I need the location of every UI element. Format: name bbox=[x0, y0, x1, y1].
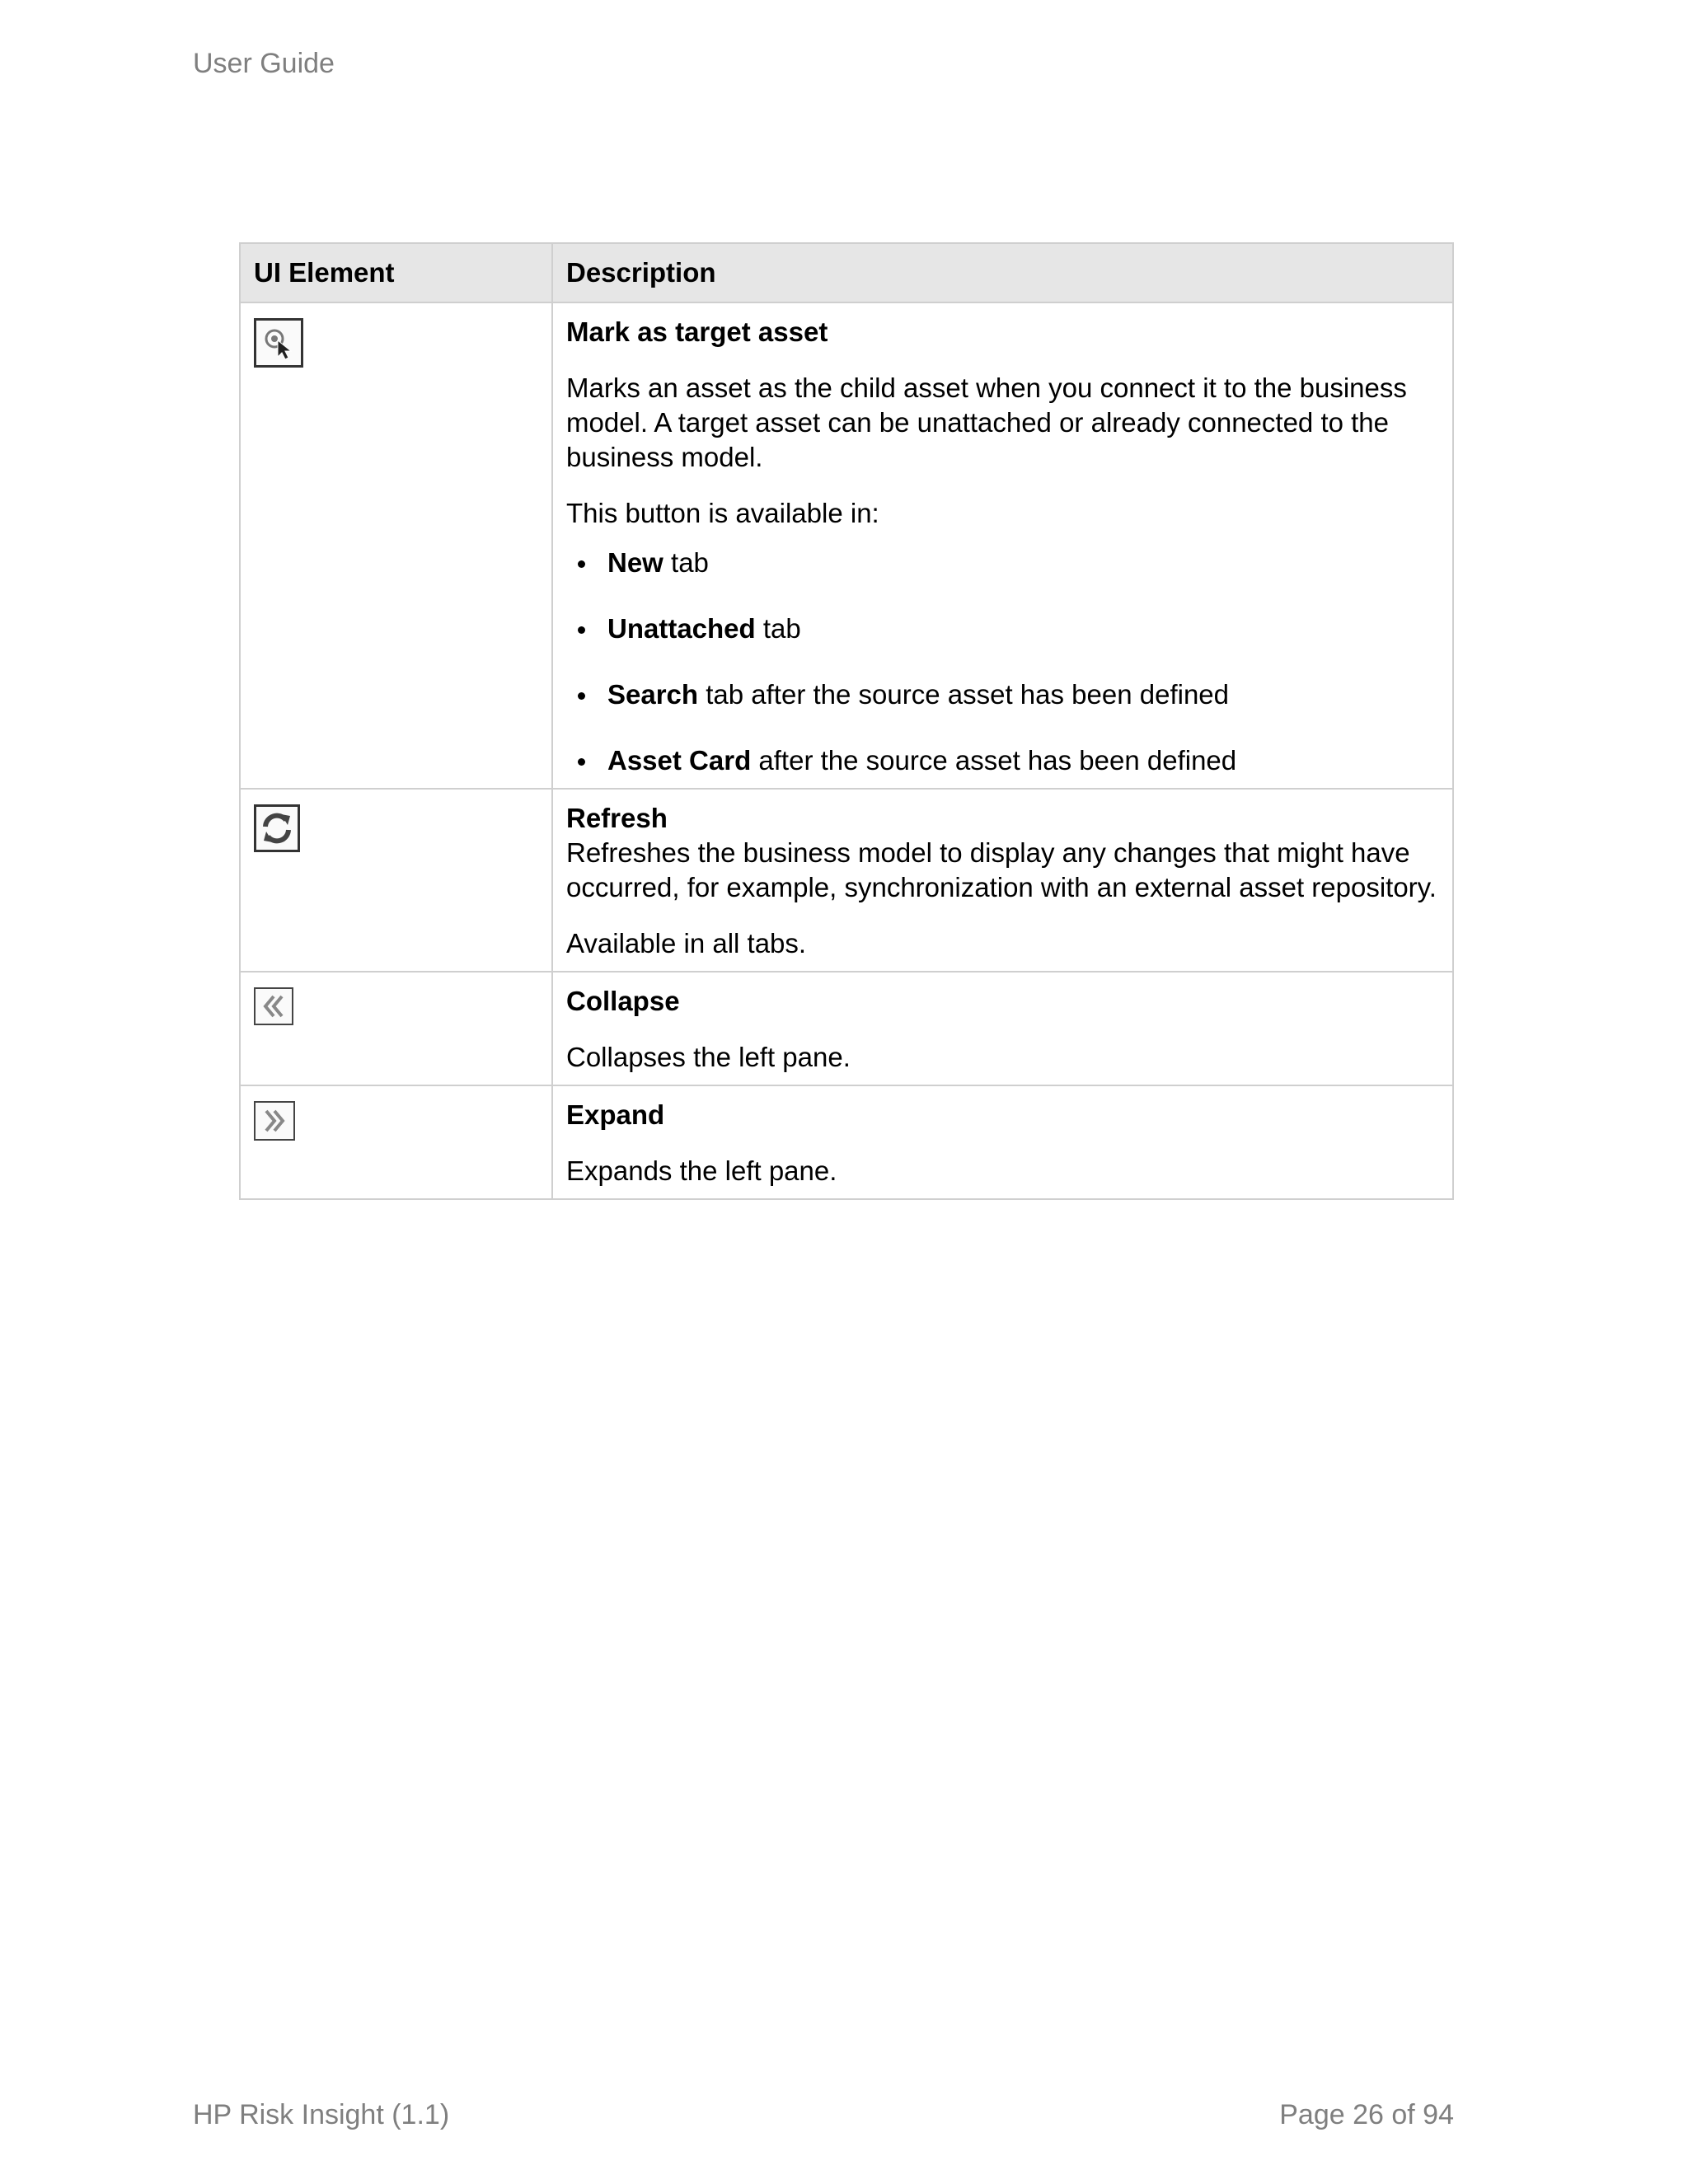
item-description: Expands the left pane. bbox=[566, 1155, 837, 1186]
item-description: Refreshes the business model to display any changes that might have occurred, for example, synchronization with an external asset repository. bbox=[566, 837, 1437, 902]
item-title: Collapse bbox=[566, 986, 680, 1016]
description-cell bbox=[552, 302, 1453, 789]
table-header-row bbox=[240, 243, 1453, 302]
description-cell bbox=[552, 1085, 1453, 1199]
description-cell bbox=[552, 972, 1453, 1085]
item-availability: This button is available in: bbox=[566, 498, 879, 528]
collapse-icon bbox=[254, 987, 293, 1025]
footer-page-number: Page 26 of 94 bbox=[1279, 2099, 1454, 2130]
item-description: Collapses the left pane. bbox=[566, 1042, 851, 1072]
table-row bbox=[240, 972, 1453, 1085]
item-availability: Available in all tabs. bbox=[566, 928, 807, 958]
list-item: Unattached tab bbox=[566, 612, 1439, 646]
table-row bbox=[240, 302, 1453, 789]
footer-product-name: HP Risk Insight (1.1) bbox=[193, 2099, 450, 2130]
ui-element-cell bbox=[240, 1085, 552, 1199]
column-header-ui-element: UI Element bbox=[240, 243, 552, 302]
mark-target-asset-icon bbox=[254, 318, 303, 368]
item-title: Refresh bbox=[566, 803, 668, 833]
list-item: Search tab after the source asset has been defined bbox=[566, 677, 1439, 712]
refresh-icon bbox=[254, 804, 300, 852]
table-row bbox=[240, 1085, 1453, 1199]
list-item: Asset Card after the source asset has been defined bbox=[566, 743, 1439, 778]
page-header-title: User Guide bbox=[193, 48, 335, 79]
list-item: New tab bbox=[566, 546, 1439, 580]
expand-icon bbox=[254, 1101, 295, 1141]
description-cell bbox=[552, 789, 1453, 972]
item-description: Marks an asset as the child asset when you connect it to the business model. A target asset can be unattached or already connected to the business model. bbox=[566, 373, 1407, 472]
item-title: Expand bbox=[566, 1099, 665, 1130]
availability-list bbox=[566, 546, 1439, 778]
ui-element-cell bbox=[240, 972, 552, 1085]
table-row bbox=[240, 789, 1453, 972]
ui-element-cell bbox=[240, 302, 552, 789]
column-header-description: Description bbox=[552, 243, 1453, 302]
item-title: Mark as target asset bbox=[566, 316, 828, 347]
ui-elements-table bbox=[239, 242, 1454, 1200]
ui-element-cell bbox=[240, 789, 552, 972]
